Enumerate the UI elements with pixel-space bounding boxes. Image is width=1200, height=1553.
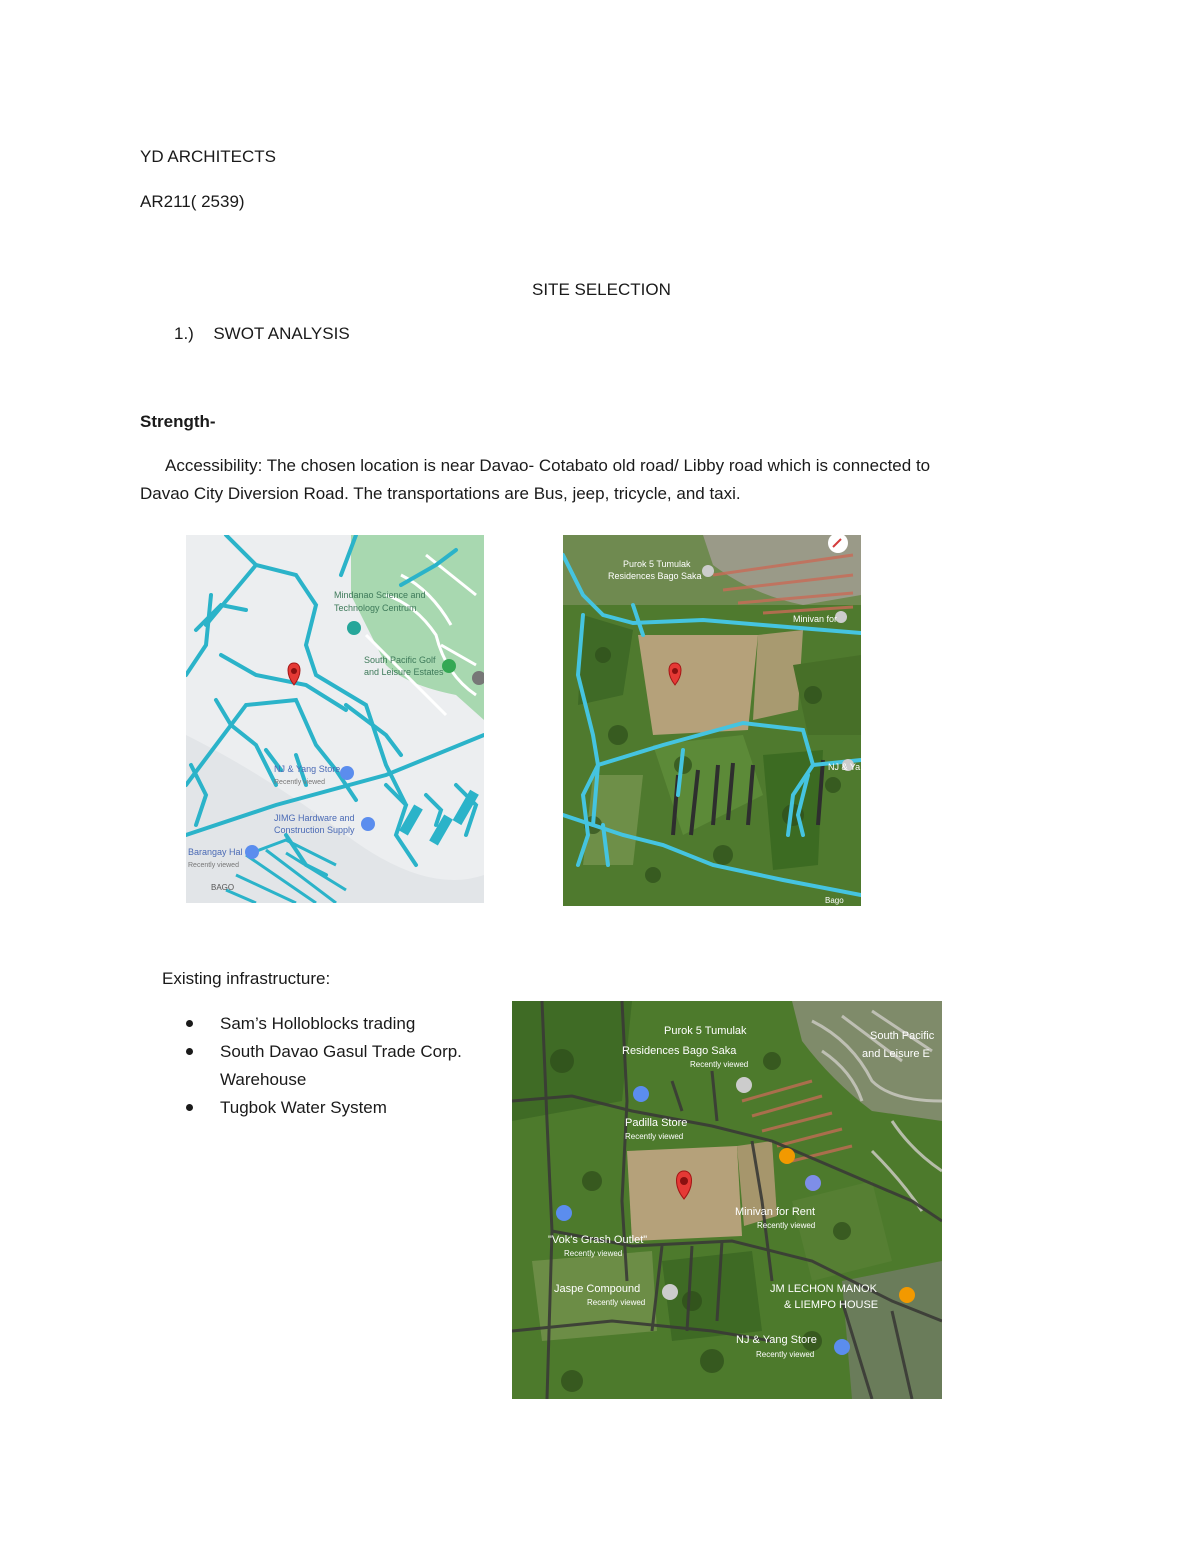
existing-infrastructure-heading: Existing infrastructure: [162, 969, 331, 988]
map3-label-14: JM LECHON MANOK [770, 1283, 877, 1295]
map1-label-4: and Leisure Estates [364, 667, 444, 677]
map3-label-8: Minivan for Rent [735, 1206, 816, 1218]
map3-label-5: and Leisure E [862, 1048, 930, 1060]
map3-label-13: Recently viewed [587, 1298, 646, 1307]
map1-label-3: South Pacific Golf [364, 655, 436, 665]
satellite-map-image [563, 535, 861, 906]
map3-label-16: NJ & Yang Store [736, 1334, 817, 1346]
firm-name: YD ARCHITECTS [140, 147, 277, 166]
road-map-svg [186, 535, 484, 903]
infrastructure-map-svg [512, 1001, 942, 1399]
bullet-icon [186, 1048, 193, 1055]
map3-label-7: Recently viewed [625, 1132, 684, 1141]
course-code: AR211( 2539) [140, 192, 245, 211]
item-number: 1.) [174, 324, 194, 343]
map1-label-8: Construction Supply [274, 825, 355, 835]
infrastructure-satellite-map-image [512, 1001, 942, 1399]
map1-label-2: Technology Centrum [334, 603, 417, 613]
map2-label-5: Bago [825, 896, 844, 905]
map3-label-17: Recently viewed [756, 1350, 815, 1359]
map3-label-6: Padilla Store [625, 1117, 688, 1129]
numbered-item [174, 323, 350, 345]
map2-label-4: NJ & Ya [828, 762, 861, 772]
accessibility-line-1: Accessibility: The chosen location is near Davao- Cotabato old road/ Libby road which is connected to [165, 456, 931, 475]
map2-label-1: Purok 5 Tumulak [623, 559, 691, 569]
map3-label-2: Residences Bago Saka [622, 1045, 737, 1057]
map1-label-10: Recently viewed [188, 862, 239, 869]
map3-label-4: South Pacific [870, 1030, 935, 1042]
map1-label-9: Barangay Hal [188, 847, 243, 857]
map3-label-3: Recently viewed [690, 1060, 749, 1069]
map1-label-7: JIMG Hardware and [274, 813, 355, 823]
map1-label-6: Recently viewed [274, 779, 325, 786]
map1-label-5: NJ & Yang Store [274, 764, 341, 774]
accessibility-line-2: Davao City Diversion Road. The transportations are Bus, jeep, tricycle, and taxi. [140, 484, 741, 503]
map1-label-11: BAGO [211, 883, 235, 892]
strength-heading: Strength- [140, 412, 216, 431]
map3-label-15: & LIEMPO HOUSE [784, 1299, 879, 1311]
map3-label-11: Recently viewed [564, 1249, 623, 1258]
map3-label-12: Jaspe Compound [554, 1283, 641, 1295]
list-item: Sam’s Holloblocks trading [186, 1010, 462, 1038]
satellite-map-svg [563, 535, 861, 906]
item-label: SWOT ANALYSIS [213, 324, 350, 343]
map2-label-2: Residences Bago Saka [608, 571, 702, 581]
list-item: South Davao Gasul Trade Corp. [186, 1038, 462, 1066]
map3-label-10: "Vok's Grash Outlet" [548, 1234, 648, 1246]
section-title: SITE SELECTION [532, 280, 671, 299]
map3-label-1: Purok 5 Tumulak [664, 1025, 747, 1037]
road-map-image [186, 535, 484, 903]
list-item-continuation: Warehouse [220, 1070, 307, 1089]
map2-label-3: Minivan for [793, 614, 838, 624]
list-item: Tugbok Water System [186, 1094, 462, 1122]
map3-label-9: Recently viewed [757, 1221, 816, 1230]
map1-label-1: Mindanao Science and [334, 590, 426, 600]
bullet-icon [186, 1020, 193, 1027]
infrastructure-list [186, 1010, 462, 1122]
bullet-icon [186, 1104, 193, 1111]
